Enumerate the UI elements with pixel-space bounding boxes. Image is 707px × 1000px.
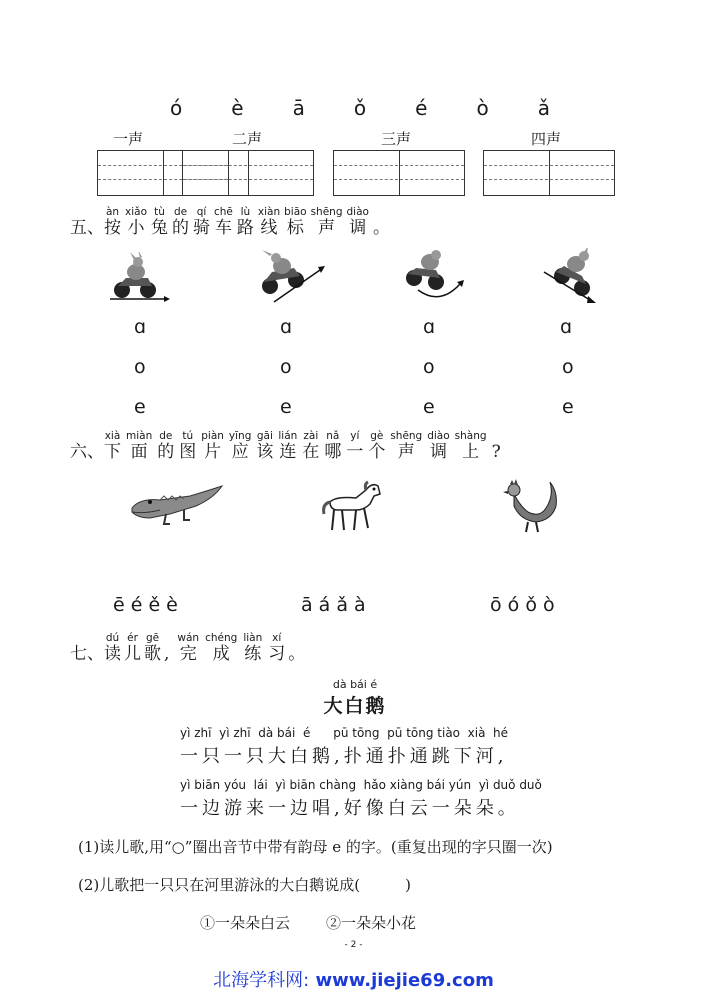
vowel-e[interactable]: e (562, 396, 574, 418)
option-1[interactable]: ①一朵朵白云 (200, 914, 291, 932)
tone-box-label: 三声 (381, 130, 412, 148)
section-number: 五、 (70, 218, 104, 238)
tone-mark: ǒ (353, 96, 367, 120)
tone-box-label: 二声 (232, 130, 263, 148)
poem-line-text[interactable]: 一边游来一边唱,好像白云一朵朵。 (180, 798, 520, 819)
horse-icon (320, 480, 384, 536)
rabbit-motorbike-rising-icon (252, 250, 326, 304)
vowel-e[interactable]: e (134, 396, 146, 418)
poem-line-pinyin: yì zhī yì zhī dà bái é pū tōng pū tōng tiào xià hé (180, 726, 509, 740)
tone-mark: è (231, 96, 244, 120)
rabbit-motorbike-dip-icon (400, 250, 466, 304)
tone-set-e[interactable]: ē é ě è (113, 594, 178, 616)
poem-line-2 (180, 778, 542, 820)
footer-watermark (0, 966, 707, 992)
rabbit-motorbike-falling-icon (540, 248, 602, 304)
answer-options (200, 912, 416, 933)
tone-mark: ó (170, 96, 183, 120)
poem-title-pinyin: dà bái é (332, 678, 378, 691)
page-number: - 2 - (344, 940, 363, 950)
tone-mark: ò (476, 96, 489, 120)
option-2[interactable]: ②一朵朵小花 (326, 914, 417, 932)
tone-answer-box[interactable] (483, 150, 615, 196)
tone-box-label: 四声 (531, 130, 562, 148)
vowel-o[interactable]: o (280, 356, 292, 378)
vowel-a[interactable]: ɑ (423, 316, 436, 338)
section-6-heading: 六、 xià 下 miàn 面 de 的 tú 图 piàn 片 yīng 应 gāi 该 lián 连 zài 在 nǎ 哪 yí 一 gè 个 shēng 声 diào 调 shàng 上 ? (70, 430, 501, 462)
question-1: (1)读儿歌,用“○”圈出音节中带有韵母 e 的字。(重复出现的字只圈一次) (78, 838, 553, 856)
vowel-o[interactable]: o (423, 356, 435, 378)
poem-line-1 (180, 726, 508, 768)
section-number: 六、 (70, 442, 104, 462)
footer-site-name: 北海学科网: (213, 970, 310, 991)
vowel-o[interactable]: o (562, 356, 574, 378)
vowel-a[interactable]: ɑ (134, 316, 147, 338)
poem-title-text: 大白鹅 (323, 695, 387, 717)
question-2[interactable]: (2)儿歌把一只只在河里游泳的大白鹅说成( ) (78, 876, 411, 894)
tone-mark: é (415, 96, 428, 120)
rabbit-motorbike-level-icon (108, 252, 170, 302)
section-5-heading: 五、 àn 按 xiǎo 小 tù 兔 de 的 qí 骑 chē 车 lù 路 xiàn 线 biāo 标 shēng 声 diào 调 。 (70, 206, 390, 238)
tone-set-a[interactable]: ā á ǎ à (301, 594, 366, 616)
vowel-o[interactable]: o (134, 356, 146, 378)
tone-answer-box[interactable] (333, 150, 465, 196)
vowel-e[interactable]: e (423, 396, 435, 418)
tone-box-label: 一声 (113, 130, 144, 148)
poem-line-pinyin: yì biān yóu lái yì biān chàng hǎo xiàng bái yún yì duǒ duǒ (180, 778, 542, 792)
vowel-a[interactable]: ɑ (560, 316, 573, 338)
section-number: 七、 (70, 644, 104, 664)
poem-title (300, 678, 410, 718)
tone-mark: ā (292, 96, 305, 120)
crocodile-icon (130, 484, 224, 530)
tone-mark: ǎ (537, 96, 550, 120)
tone-answer-box[interactable] (182, 150, 314, 196)
poem-line-text[interactable]: 一只一只大白鹅,扑通扑通跳下河, (180, 746, 508, 767)
vowel-a[interactable]: ɑ (280, 316, 293, 338)
top-tone-row (170, 96, 550, 120)
footer-url[interactable]: www.jiejie69.com (315, 970, 494, 991)
section-7-heading: 七、 dú 读 ér 儿 gē 歌 , wán 完 chéng 成 liàn 练 xí 习 。 (70, 632, 306, 664)
tone-set-o[interactable]: ō ó ǒ ò (490, 594, 555, 616)
vowel-e[interactable]: e (280, 396, 292, 418)
rooster-icon (500, 476, 560, 534)
